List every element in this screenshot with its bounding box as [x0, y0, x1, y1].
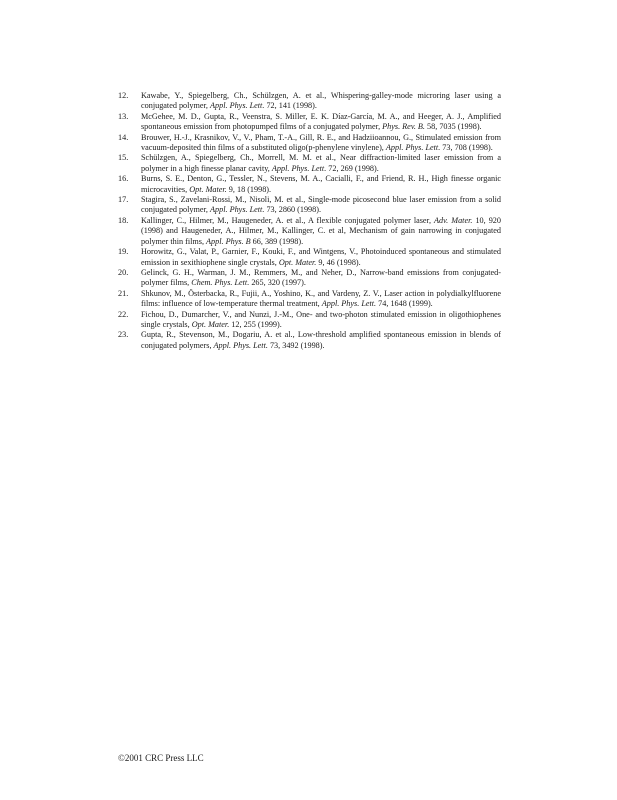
reference-20	[118, 268, 501, 289]
reference-number: 13.	[118, 111, 129, 121]
reference-text: Brouwer, H.-J., Krasnikov, V., V., Pham, T.-A., Gill, R. E., and Hadziioannou, G., Stimulated emission from vacuum-deposited thin films of a substituted oligo(p-phenylene vinylene),	[141, 132, 501, 153]
reference-citation: 58, 7035 (1998).	[424, 122, 482, 132]
reference-number: 18.	[118, 215, 129, 225]
reference-23	[118, 330, 501, 351]
reference-17	[118, 195, 501, 216]
reference-citation: 72, 269 (1998).	[326, 163, 379, 173]
reference-citation: 73, 3492 (1998).	[267, 340, 325, 350]
reference-text: Gelinck, G. H., Warman, J. M., Remmers, M., and Neher, D., Narrow-band emissions from conjugated-polymer films,	[141, 267, 501, 288]
journal-name: Appl. Phys. Lett.	[385, 143, 441, 153]
journal-name: Appl. Phys. Lett.	[321, 299, 377, 309]
reference-citation: 74, 1648 (1999).	[376, 299, 433, 309]
reference-citation: 73, 708 (1998).	[440, 143, 493, 153]
reference-number: 19.	[118, 247, 129, 257]
reference-14	[118, 133, 501, 154]
reference-citation: 66, 389 (1998).	[250, 236, 304, 246]
reference-16	[118, 174, 501, 195]
journal-name: Appl. Phys. Lett.	[210, 101, 265, 111]
reference-number: 22.	[118, 309, 129, 319]
journal-name: Phys. Rev. B.	[382, 122, 425, 132]
reference-citation: 265, 320 (1997).	[249, 278, 306, 288]
reference-text: Kawabe, Y., Spiegelberg, Ch., Schülzgen, A. et al., Whispering-galley-mode microring laser using a conjugated polymer,	[141, 91, 501, 111]
reference-citation: 72, 141 (1998).	[264, 101, 317, 111]
reference-number: 14.	[118, 132, 129, 142]
reference-citation: 73, 2860 (1998).	[264, 205, 322, 215]
reference-text: Horowitz, G., Valat, P., Garnier, F., Kouki, F., and Wintgens, V., Photoinduced spontaneous and stimulated emission in sexithiophene single crystals,	[141, 247, 501, 267]
reference-number: 21.	[118, 288, 129, 298]
reference-list	[118, 91, 501, 351]
reference-text: Kallinger, C., Hilmer, M., Haugeneder, A. et al., A flexible conjugated polymer laser,	[141, 215, 435, 225]
reference-text: Burns, S. E., Denton, G., Tessler, N., Stevens, M. A., Cacialli, F., and Friend, R. H., High finesse organic microcavities,	[141, 174, 501, 194]
journal-name: Appl. Phys. Lett.	[210, 205, 265, 215]
reference-21	[118, 289, 501, 310]
reference-text: McGehee, M. D., Gupta, R., Veenstra, S. Miller, E. K. Díaz-García, M. A., and Heeger, A. J., Amplified spontaneous emission from photopumped films of a conjugated polymer,	[141, 111, 501, 132]
reference-text: Shkunov, M., Österbacka, R., Fujii, A., Yoshino, K., and Vardeny, Z. V., Laser action in polydialkylfluorene films: influence of low-temperature thermal treatment,	[141, 288, 501, 309]
reference-number: 16.	[118, 174, 129, 184]
journal-name: Opt. Mater.	[278, 257, 317, 267]
reference-citation: 9, 46 (1998).	[316, 257, 361, 267]
journal-name: Opt. Mater.	[191, 319, 230, 329]
reference-text: Fichou, D., Dumarcher, V., and Nunzi, J.-M., One- and two-photon stimulated emission in oligothiophenes single crystals,	[141, 309, 501, 329]
reference-number: 15.	[118, 153, 129, 163]
reference-18	[118, 216, 501, 247]
reference-number: 17.	[118, 195, 129, 205]
reference-12	[118, 91, 501, 112]
reference-number: 23.	[118, 330, 129, 340]
copyright-footer: ©2001 CRC Press LLC	[118, 753, 204, 763]
reference-number: 12.	[118, 91, 129, 100]
reference-text: Schülzgen, A., Spiegelberg, Ch., Morrell, M. M. et al., Near diffraction-limited laser emission from a polymer in a high finesse planar cavity,	[141, 153, 501, 173]
reference-22	[118, 310, 501, 331]
journal-name: Appl. Phys. Lett.	[271, 163, 327, 173]
reference-citation: 12, 255 (1999).	[229, 319, 282, 329]
reference-citation: 9, 18 (1998).	[226, 184, 272, 194]
journal-name: Appl. Phys. Lett.	[213, 340, 268, 350]
journal-name-2: Appl. Phys. B	[206, 236, 251, 246]
reference-13	[118, 112, 501, 133]
journal-name: Chem. Phys. Lett.	[191, 278, 250, 288]
reference-text: Gupta, R., Stevenson, M., Dogariu, A. et al., Low-threshold amplified spontaneous emission in blends of conjugated polymers,	[141, 330, 501, 350]
journal-name: Opt. Mater.	[189, 184, 227, 194]
reference-number: 20.	[118, 267, 129, 277]
reference-text: Stagira, S., Zavelani-Rossi, M., Nisoli, M. et al., Single-mode picosecond blue laser emission from a solid conjugated polymer,	[141, 195, 501, 215]
reference-text-continued: 10, 920 (1998) and Haugeneder, A., Hilmer, M., Kallinger, C. et al, Mechanism of gain narrowing in conjugated polymer thin films,	[141, 215, 501, 246]
journal-name: Adv. Mater.	[434, 215, 473, 225]
reference-19	[118, 247, 501, 268]
reference-15	[118, 153, 501, 174]
